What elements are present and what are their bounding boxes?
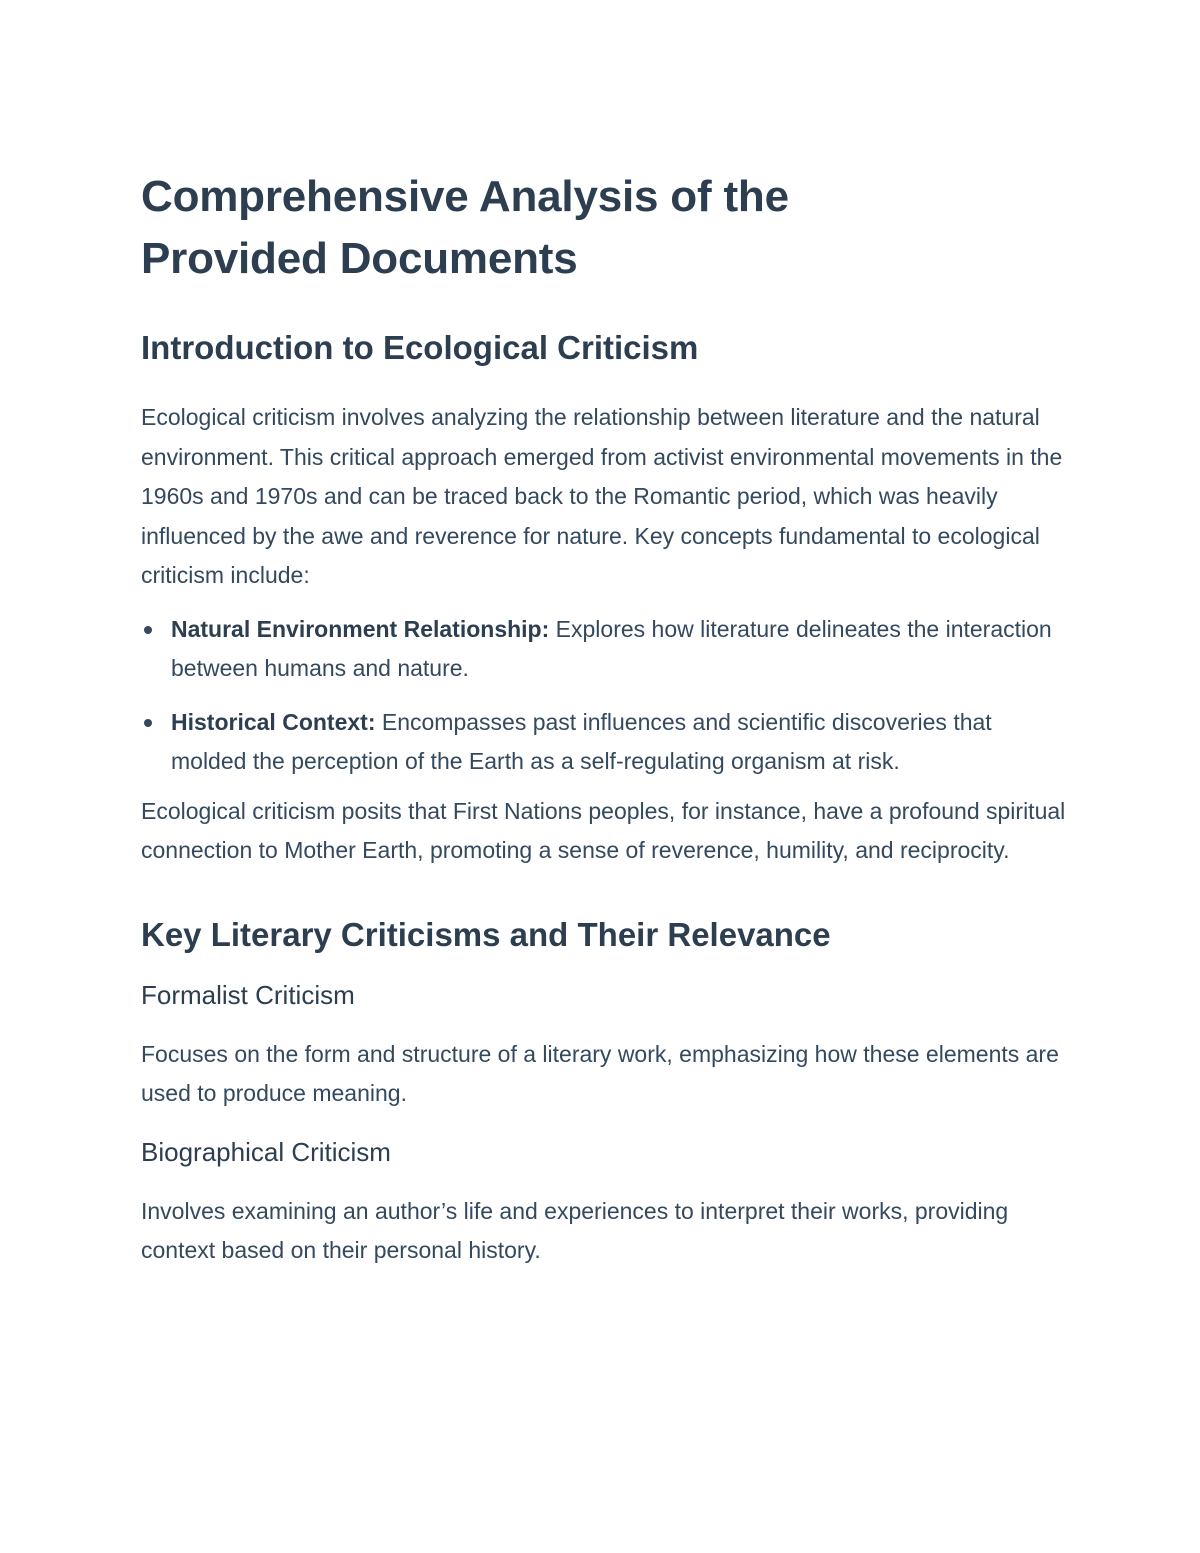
subheading-formalist: Formalist Criticism	[141, 979, 355, 1010]
document-title	[141, 166, 1071, 290]
closing-paragraph: Ecological criticism posits that First Nations peoples, for instance, have a profound spiritual connection to Mother Earth, promoting a sense of reverence, humility, and reciprocity.	[141, 797, 1066, 863]
biographical-paragraph: Involves examining an author’s life and experiences to interpret their works, providing context based on their personal history.	[141, 1197, 1009, 1263]
concept-list	[141, 610, 1071, 782]
title-line-2: Provided Documents	[141, 234, 578, 283]
list-item-term: Historical Context:	[171, 708, 376, 735]
list-item-text: Explores how literature delineates the interaction between humans and nature.	[171, 615, 1052, 681]
document-page	[141, 166, 1071, 1271]
list-item	[141, 610, 1071, 689]
title-line-1: Comprehensive Analysis of the	[141, 172, 789, 221]
list-item	[141, 703, 1071, 782]
list-item-text: Encompasses past influences and scientific discoveries that molded the perception of the Earth as a self-regulating organism at risk.	[171, 708, 992, 774]
section-heading-intro: Introduction to Ecological Criticism	[141, 329, 699, 366]
formalist-paragraph: Focuses on the form and structure of a literary work, emphasizing how these elements are used to produce meaning.	[141, 1040, 1059, 1106]
subheading-biographical: Biographical Criticism	[141, 1136, 391, 1167]
section-heading-key-criticisms: Key Literary Criticisms and Their Relevance	[141, 915, 831, 953]
intro-paragraph: Ecological criticism involves analyzing the relationship between literature and the natural environment. This critical approach emerged from activist environmental movements in the 1960s and 1970s and can be traced back to the Romantic period, which was heavily influenced by the awe and reverence for nature. Key concepts fundamental to ecological criticism include:	[141, 404, 1063, 588]
bullet-icon	[144, 626, 152, 634]
bullet-icon	[144, 719, 152, 727]
list-item-term: Natural Environment Relationship:	[171, 615, 550, 642]
